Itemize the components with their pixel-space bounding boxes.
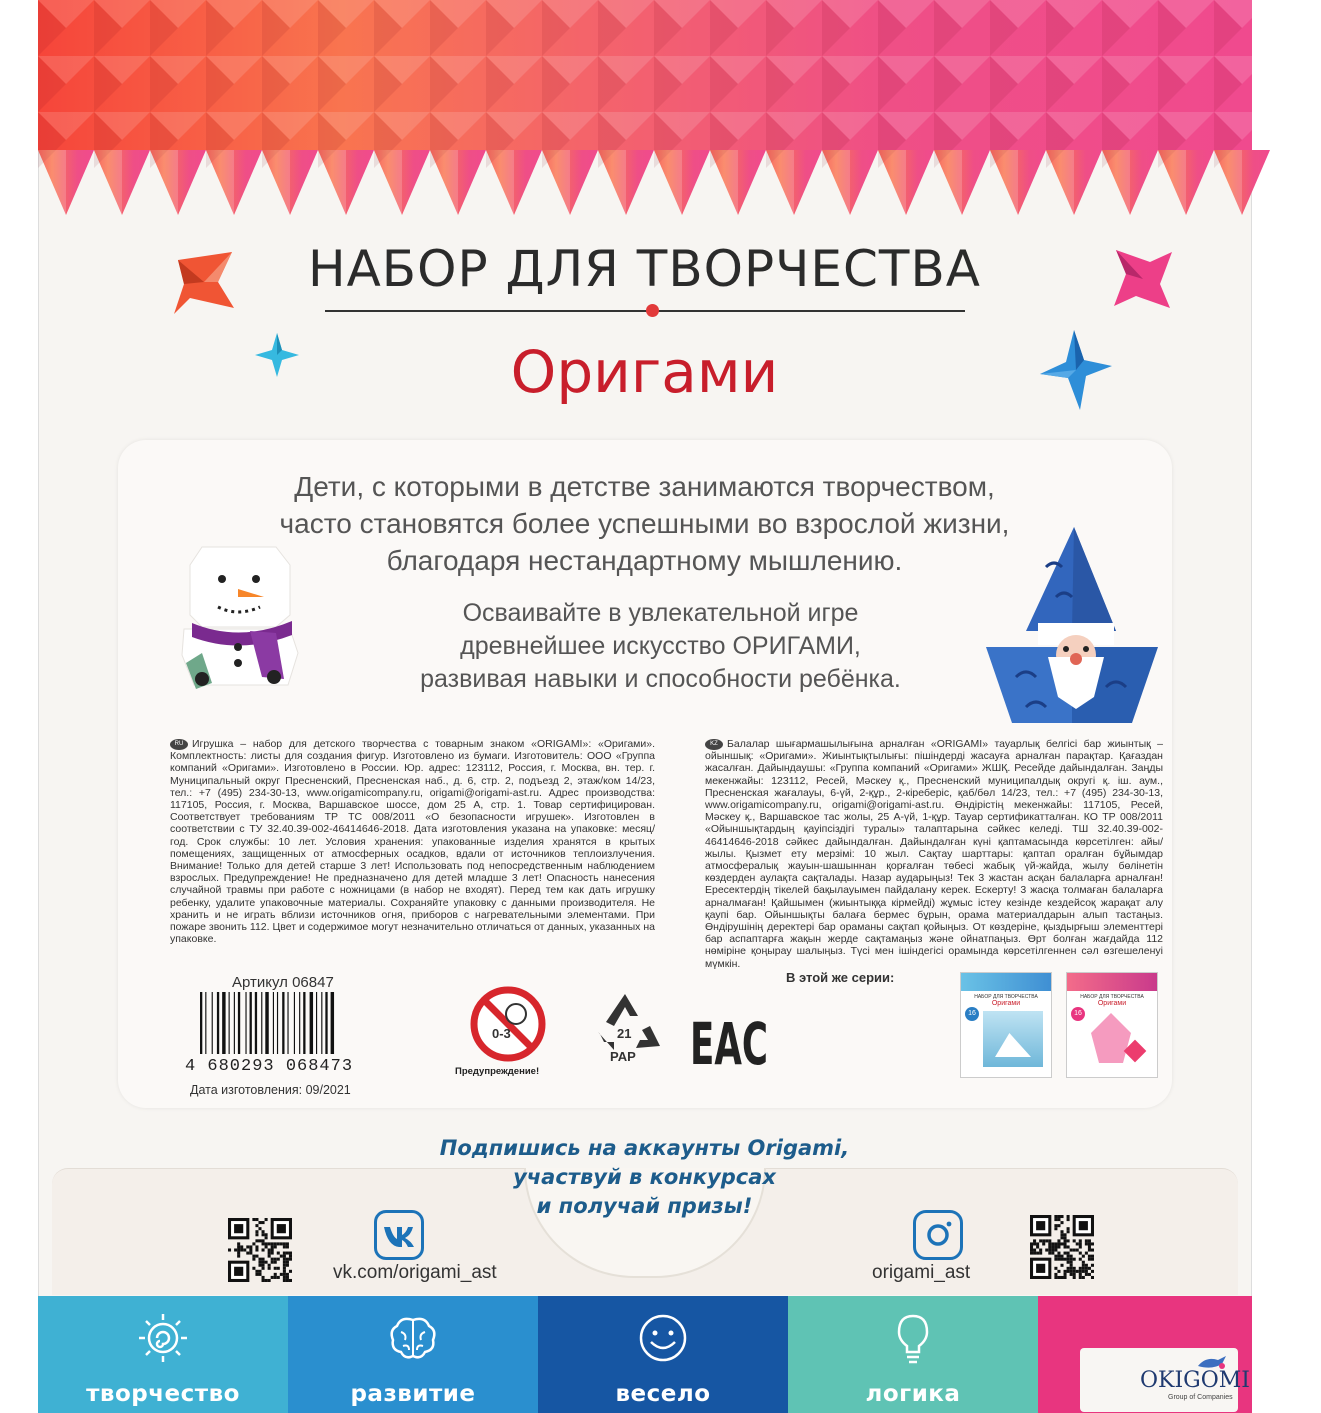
recycle-icon <box>586 990 664 1062</box>
intro-line: Осваивайте в увлекательной игре <box>462 599 859 627</box>
smiley-icon <box>635 1310 691 1366</box>
instagram-link[interactable]: origami_ast <box>872 1262 971 1283</box>
vk-icon[interactable] <box>374 1210 424 1260</box>
cover-subtitle: Оригами <box>1097 1000 1127 1007</box>
cover-count-badge: 16 <box>965 1007 979 1021</box>
subscribe-line: участвуй в конкурсах <box>513 1165 776 1189</box>
band-fun <box>538 1296 788 1413</box>
product-name: Оригами <box>510 338 779 406</box>
intro-line: часто становятся более успешными во взрослой жизни, <box>279 508 1010 539</box>
manufacture-date: Дата изготовления: 09/2021 <box>190 1083 351 1097</box>
title-divider <box>325 310 965 312</box>
series-cover-1 <box>960 972 1052 1078</box>
band-development <box>288 1296 538 1413</box>
intro-line: развивая навыки и способности ребёнка. <box>420 665 901 693</box>
title-divider-dot <box>646 304 659 317</box>
recycle-code: 21 <box>617 1026 632 1041</box>
cover-title: НАБОР ДЛЯ ТВОРЧЕСТВА <box>1080 994 1144 1000</box>
age-restriction-icon <box>468 984 548 1064</box>
brand-tagline: Group of Companies <box>1168 1394 1233 1401</box>
subscribe-line: и получай призы! <box>536 1194 753 1218</box>
legal-text-body: Балалар шығармашылығына арналған «ORIGAMI» тауарлық белгісі бар жиынтық – ойыншық: «Оригами». Жиынтықтылығы: пішіндерді жасауға арналған парақтар. Қағаздан жасалған. Дайындаушы: «Группа компаний «Оригами» ЖШҚ. Ресейде дайындалған. Заңды мекенжайы: 123112, Ресей, Мәскеу қ., Пресненский муниципалдық округі қ. іш. аум., Пресненская жағалауы, 6-үй, 2-құр., 2-кіреберіс, қаб/бөл 14/23, тел.: +7 (495) 234-30-13, www.origamicompany.ru, origami@origami-ast.ru. Өндірістің мекенжайы: 117105, Ресей, Мәскеу қ., Варшавское тас жолы, 25 А-үй, 1-құр. Тауар сертификатталған. КО ТР 008/2011 «Ойыншықтардың қауіпсіздігі туралы» талаптарына сәйкес келеді. ТШ 32.40.39-002-46414646-2018 сәйкес дайындалған. Дайындалған күні қаптамасында көрсетілген: айы/жылы. Қызмет ету мерзімі: 10 жыл. Сақтау шарттары: қаптап оралған бұйымдар атмосфералық жауын-шашыннан қорғалған төбесі жабық үй-жайда, жылу бөлінетін көздерден аулақта сақталады. Назар аударыңыз! Тек 3 жастан асқан балаларға арналған! Ересектердің тікелей бақылауымен пайдалану керек. Ескерту! 3 жасқа толмаған балаларға арналмаған! Қайшымен (жиынтыққа кірмейді) жұмыс істеу кезінде кездейсоқ жарақат алу қаупі бар. Ойыншықты балаға бермес бұрын, орама материалдарын алып тастаңыз. Өндірушінің деректері бар ораманы сақтап қойыңыз. От көздеріне, қыздырғыш элементтері бар аспаптарға жақын жерде сақтамаңыз және ойнатпаңыз. Өрт болған жағдайда 112 нөміріне қоңырау шалыңыз. Түсі мен ішіндегісі орамында көрсетілгеннен сәл өзгешеленуі мүмкін. <box>705 738 1163 970</box>
band-logic <box>788 1296 1038 1413</box>
age-range-text: 0-3 <box>492 1026 511 1041</box>
spiral-sun-icon <box>135 1310 191 1366</box>
cover-count-badge: 16 <box>1071 1007 1085 1021</box>
recycle-label: PAP <box>610 1049 636 1064</box>
barcode-number: 4 680293 068473 <box>185 1057 354 1076</box>
band-label: весело <box>615 1381 711 1407</box>
language-badge-kz: KZ <box>705 739 723 750</box>
article-number: Артикул 06847 <box>232 974 334 991</box>
warning-label: Предупреждение! <box>455 1066 540 1077</box>
cover-title: НАБОР ДЛЯ ТВОРЧЕСТВА <box>974 994 1038 1000</box>
intro-line: Дети, с которыми в детстве занимаются творчеством, <box>294 471 995 502</box>
barcode <box>200 992 370 1054</box>
series-label: В этой же серии: <box>786 970 895 985</box>
band-creativity <box>38 1296 288 1413</box>
brain-icon <box>385 1310 441 1366</box>
subscribe-callout <box>0 1134 1289 1221</box>
eac-mark-icon <box>690 1010 770 1078</box>
svg-text:EAC: EAC <box>690 1010 768 1078</box>
band-label: логика <box>865 1381 961 1407</box>
subscribe-line: Подпишись на аккаунты Origami, <box>439 1136 850 1160</box>
intro-line: древнейшее искусство ОРИГАМИ, <box>460 632 861 660</box>
wizard-origami-illustration <box>986 527 1158 727</box>
legal-text-ru <box>170 738 655 945</box>
page-title: НАБОР ДЛЯ ТВОРЧЕСТВА <box>308 240 981 298</box>
cover-subtitle: Оригами <box>991 1000 1021 1007</box>
brand-logo: OKIGOMI <box>1140 1368 1250 1393</box>
legal-text-body: Игрушка – набор для детского творчества с товарным знаком «ORIGAMI»: «Оригами». Комплектность: листы для создания фигур. Изготовлено из бумаги. Изготовитель: ООО «Группа компаний «Оригами». Изготовлено в России. Юр. адрес: 123112, Россия, г. Москва, вн. тер. г. Муниципальный округ Пресненский, Пресненская наб., д. 6, стр. 2, подъезд 2, этаж/ком 14/23, тел.: +7 (495) 234-30-13, www.origamicompany.ru, origami@origami-ast.ru. Адрес производства: 117105, Россия, г. Москва, Варшавское шоссе, дом 25 А, стр. 1. Товар сертифицирован. Соответствует требованиям ТР ТС 008/2011 «О безопасности игрушек». Изготовлен в соответствии с ТУ 32.40.39-002-46414646-2018. Дата изготовления указана на упаковке: месяц/год. Срок службы: 10 лет. Условия хранения: упакованные изделия хранятся в крытых помещениях, защищенных от атмосферных осадков, вдали от источников теплоизлучения. Внимание! Только для детей старше 3 лет! Использовать под непосредственным наблюдением взрослых. Предупреждение! Не предназначено для детей младше 3 лет! Опасность нанесения случайной травмы при работе с ножницами (в набор не входят). Перед тем как дать игрушку ребенку, удалите упаковочные материалы. Сохраняйте упаковку с данными производителя. Не хранить и не играть вблизи источников огня, приборов с нагревательными элементами. При пожаре звонить 112. Цвет и содержимое могут незначительно отличаться от данных, указанных на упаковке. <box>170 738 655 946</box>
vk-qr-code[interactable] <box>228 1218 292 1282</box>
instagram-qr-code[interactable] <box>1030 1215 1094 1279</box>
vk-link[interactable]: vk.com/origami_ast <box>333 1262 497 1283</box>
instagram-icon[interactable] <box>913 1210 963 1260</box>
band-label: развитие <box>350 1381 476 1407</box>
origami-pattern-header <box>38 0 1252 230</box>
snowman-origami-illustration <box>180 543 302 693</box>
intro-line: благодаря нестандартному мышлению. <box>386 545 903 576</box>
series-cover-2 <box>1066 972 1158 1078</box>
band-label: творчество <box>86 1381 240 1407</box>
language-badge-ru: RU <box>170 739 188 750</box>
legal-text-kz <box>705 738 1163 970</box>
lightbulb-icon <box>885 1310 941 1366</box>
